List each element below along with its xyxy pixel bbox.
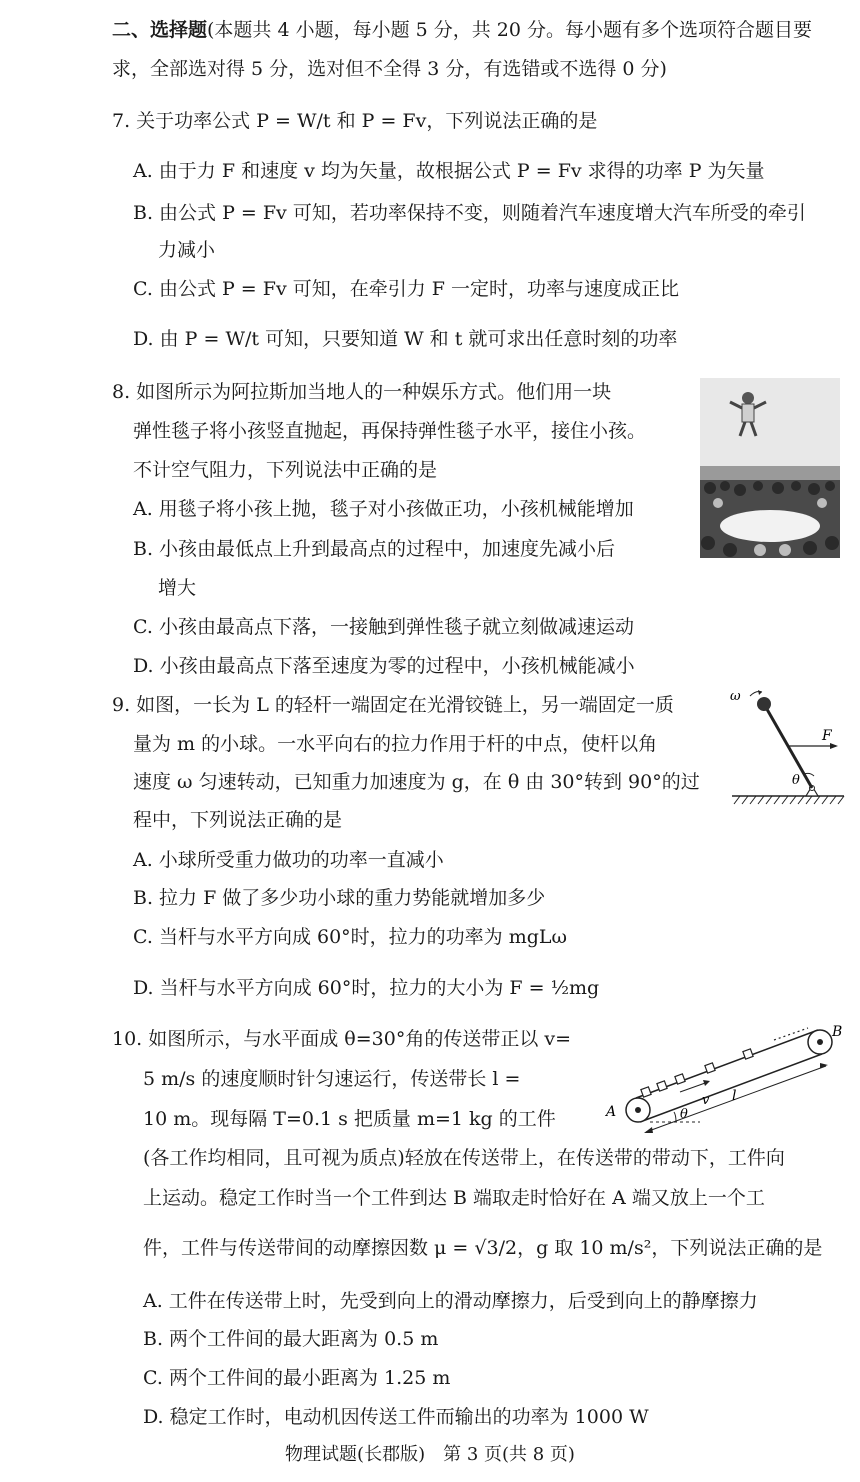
q8-option-c: C. 小孩由最高点下落，一接触到弹性毯子就立刻做减速运动 <box>133 616 634 638</box>
q10-option-a: A. 工件在传送带上时，先受到向上的滑动摩擦力，后受到向上的静摩擦力 <box>143 1290 758 1312</box>
q8-option-a: A. 用毯子将小孩上抛，毯子对小孩做正功，小孩机械能增加 <box>133 498 634 520</box>
q7-option-b-line2: 力减小 <box>158 239 216 261</box>
q8-option-d: D. 小孩由最高点下落至速度为零的过程中，小孩机械能减小 <box>133 655 635 677</box>
q10-stem-1: 10. 如图所示，与水平面成 θ=30°角的传送带正以 v= <box>112 1028 572 1050</box>
fig-theta-label: θ <box>680 1107 688 1122</box>
q9-option-b: B. 拉力 F 做了多少功小球的重力势能就增加多少 <box>133 887 546 909</box>
q10-option-d: D. 稳定工作时，电动机因传送工件而输出的功率为 1000 W <box>143 1406 649 1428</box>
fig-force-label: F <box>822 728 832 744</box>
section-header <box>112 18 812 42</box>
q7-option-b-line1: B. 由公式 P = Fv 可知，若功率保持不变，则随着汽车速度增大汽车所受的牵引 <box>133 202 806 224</box>
q8-option-b-line2: 增大 <box>158 577 197 599</box>
fig-theta-label: θ <box>792 773 800 788</box>
q7-stem: 7. 关于功率公式 P = W/t 和 P = Fv，下列说法正确的是 <box>112 110 598 132</box>
q7-option-a: A. 由于力 F 和速度 v 均为矢量，故根据公式 P = Fv 求得的功率 P 为矢量 <box>133 160 765 182</box>
q9-stem-3: 速度 ω 匀速转动，已知重力加速度为 g，在 θ 由 30°转到 90°的过 <box>133 771 700 793</box>
q9-option-a: A. 小球所受重力做功的功率一直减小 <box>133 849 444 871</box>
q8-option-b-line1: B. 小孩由最低点上升到最高点的过程中，加速度先减小后 <box>133 538 616 560</box>
fig-b-label: B <box>832 1024 843 1040</box>
fig-l-label: l <box>732 1088 737 1104</box>
q10-option-c: C. 两个工件间的最小距离为 1.25 m <box>143 1367 451 1389</box>
rod-hinge-diagram <box>728 688 848 808</box>
section-title: 二、选择题 <box>112 19 208 41</box>
fig-omega-label: ω <box>730 689 741 704</box>
section-desc-1: (本题共 4 小题，每小题 5 分，共 20 分。每小题有多个选项符合题目要 <box>207 19 813 41</box>
q10-stem-3: 10 m。现每隔 T=0.1 s 把质量 m=1 kg 的工件 <box>143 1108 556 1130</box>
q10-stem-6: 件，工件与传送带间的动摩擦因数 μ = √3/2，g 取 10 m/s²，下列说法正确的是 <box>143 1237 823 1259</box>
q9-option-c: C. 当杆与水平方向成 60°时，拉力的功率为 mgLω <box>133 926 567 948</box>
q10-option-b: B. 两个工件间的最大距离为 0.5 m <box>143 1328 439 1350</box>
q9-stem-1: 9. 如图，一长为 L 的轻杆一端固定在光滑铰链上，另一端固定一质 <box>112 694 674 716</box>
fig-v-label: v <box>702 1093 710 1108</box>
fig-a-label: A <box>606 1104 617 1120</box>
q10-stem-2: 5 m/s 的速度顺时针匀速运行，传送带长 l = <box>143 1068 521 1090</box>
page-footer: 物理试题(长郡版) 第 3 页(共 8 页) <box>285 1444 575 1465</box>
q9-option-d: D. 当杆与水平方向成 60°时，拉力的大小为 F = ½mg <box>133 977 600 999</box>
q9-stem-4: 程中，下列说法正确的是 <box>133 809 343 831</box>
q7-option-c: C. 由公式 P = Fv 可知，在牵引力 F 一定时，功率与速度成正比 <box>133 278 679 300</box>
q8-stem-2: 弹性毯子将小孩竖直抛起，再保持弹性毯子水平，接住小孩。 <box>133 420 647 442</box>
q8-stem-1: 8. 如图所示为阿拉斯加当地人的一种娱乐方式。他们用一块 <box>112 381 612 403</box>
section-desc-2: 求，全部选对得 5 分，选对但不全得 3 分，有选错或不选得 0 分) <box>112 58 667 80</box>
q8-stem-3: 不计空气阻力，下列说法中正确的是 <box>133 459 438 481</box>
blanket-toss-photo <box>700 378 840 558</box>
q10-stem-5: 上运动。稳定工作时当一个工件到达 B 端取走时恰好在 A 端又放上一个工 <box>143 1187 765 1209</box>
q10-stem-4: (各工作均相同，且可视为质点)轻放在传送带上，在传送带的带动下，工件向 <box>143 1147 785 1169</box>
conveyor-belt-diagram <box>604 1018 848 1138</box>
q7-option-d: D. 由 P = W/t 可知，只要知道 W 和 t 就可求出任意时刻的功率 <box>133 328 678 350</box>
q9-stem-2: 量为 m 的小球。一水平向右的拉力作用于杆的中点，使杆以角 <box>133 733 658 755</box>
ball-icon <box>757 697 771 711</box>
